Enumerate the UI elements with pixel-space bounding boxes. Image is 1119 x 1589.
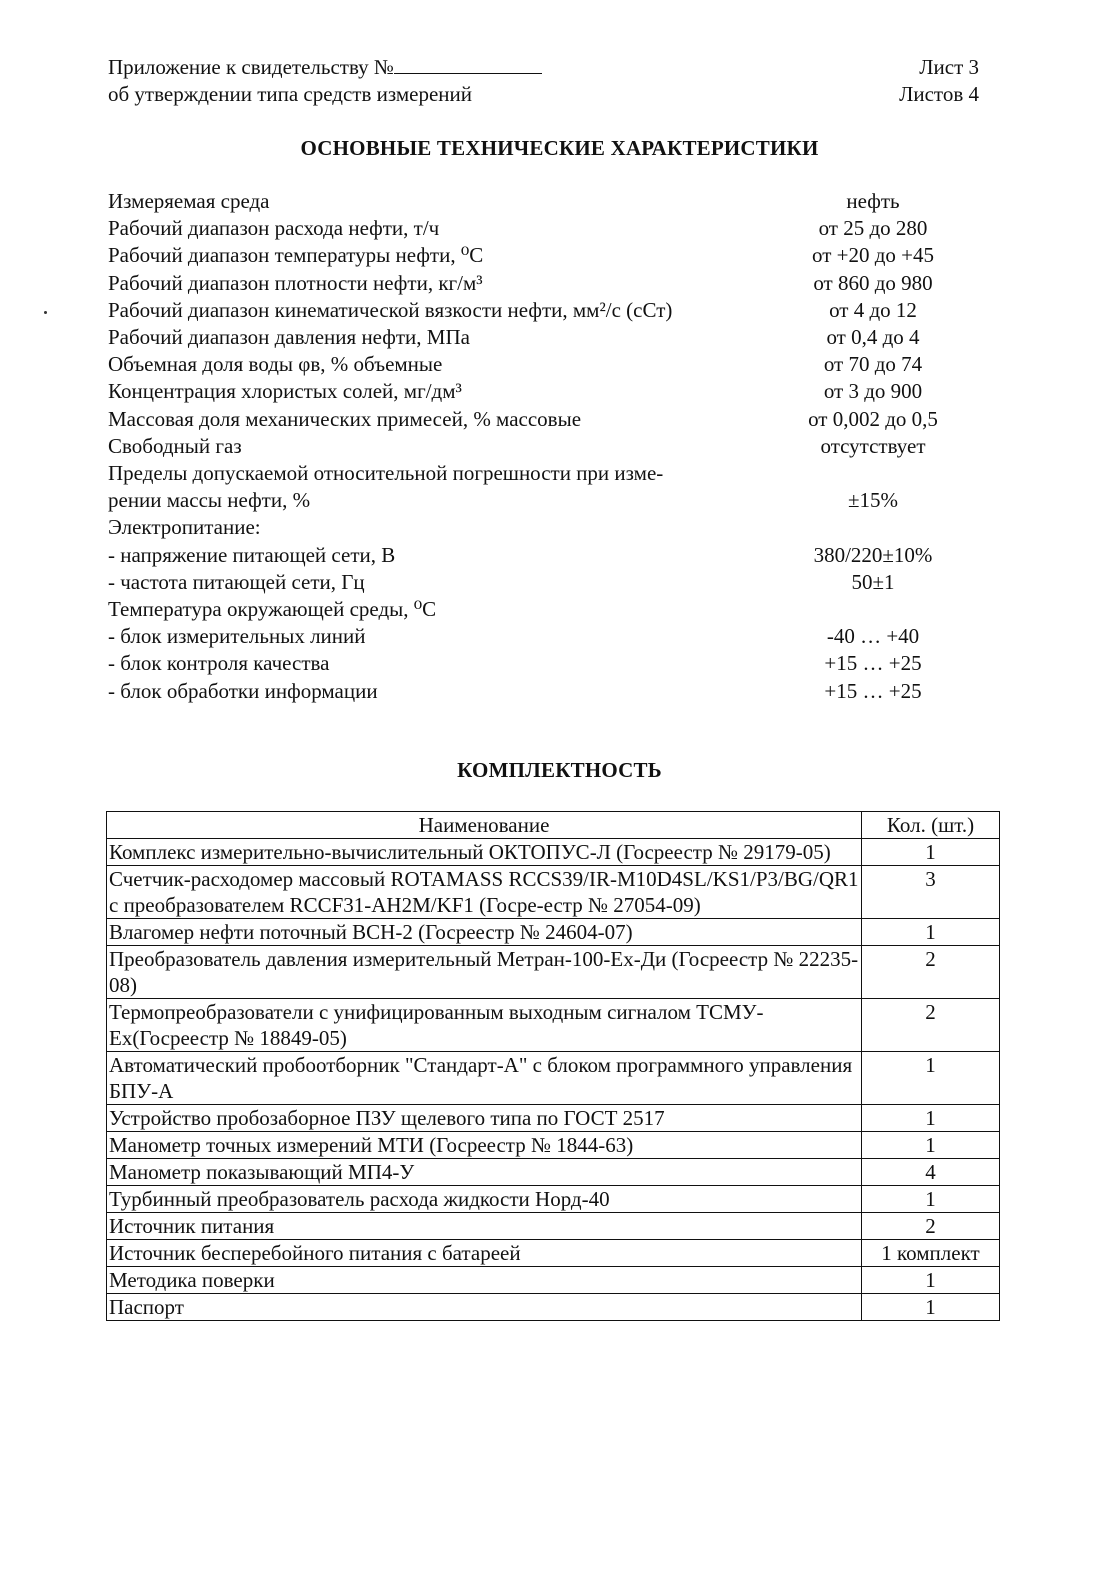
kit-item-name: Методика поверки: [107, 1267, 862, 1294]
spec-value: ±15%: [847, 488, 899, 513]
table-row: [107, 1240, 1000, 1267]
spec-label: Рабочий диапазон давления нефти, МПа: [108, 325, 470, 350]
spec-value: от 860 до 980: [813, 270, 933, 295]
kit-item-name: Счетчик-расходомер массовый ROTAMASS RCCS39/IR-M10D4SL/KS1/P3/BG/QR1 с преобразователем RCCF31-AH2M/KF1 (Госре-естр № 27054-09): [107, 866, 862, 919]
kit-table-body: [107, 839, 1000, 1321]
spec-row: [108, 215, 968, 242]
kit-title: КОМПЛЕКТНОСТЬ: [457, 758, 662, 782]
spec-label: Объемная доля воды φв, % объемные: [108, 352, 443, 377]
kit-item-qty: 1: [862, 1267, 1000, 1294]
scan-speck: [44, 311, 47, 314]
spec-label: - частота питающей сети, Гц: [108, 569, 365, 594]
kit-item-qty: 1: [862, 1186, 1000, 1213]
certificate-label: Приложение к свидетельству №: [108, 55, 394, 79]
spec-label: Рабочий диапазон температуры нефти, ⁰С: [108, 243, 484, 268]
certificate-number-blank: [394, 55, 542, 74]
spec-row: [108, 678, 968, 705]
kit-item-name: Источник бесперебойного питания с батареей: [107, 1240, 862, 1267]
kit-item-qty: 1: [862, 919, 1000, 946]
specs-list: [108, 188, 968, 705]
table-row: [107, 1132, 1000, 1159]
kit-item-qty: 2: [862, 999, 1000, 1052]
spec-value: от 25 до 280: [818, 216, 928, 241]
spec-label: - блок обработки информации: [108, 678, 378, 703]
spec-value: -40 … +40: [826, 624, 920, 649]
spec-label: Пределы допускаемой относительной погрешности при изме-: [108, 461, 664, 486]
table-row: [107, 999, 1000, 1052]
kit-item-name: Комплекс измерительно-вычислительный ОКТОПУС-Л (Госреестр № 29179-05): [107, 839, 862, 866]
header-right: [899, 54, 979, 108]
spec-row: [108, 460, 968, 487]
spec-row: [108, 188, 968, 215]
table-row: [107, 1186, 1000, 1213]
kit-item-qty: 1: [862, 1294, 1000, 1321]
specs-title: ОСНОВНЫЕ ТЕХНИЧЕСКИЕ ХАРАКТЕРИСТИКИ: [300, 136, 819, 160]
kit-item-name: Манометр точных измерений МТИ (Госреестр № 1844-63): [107, 1132, 862, 1159]
table-row: [107, 919, 1000, 946]
spec-label: Рабочий диапазон плотности нефти, кг/м³: [108, 270, 483, 295]
spec-label: - блок измерительных линий: [108, 624, 366, 649]
table-row: [107, 839, 1000, 866]
spec-value: от 4 до 12: [829, 297, 917, 322]
kit-item-qty: 2: [862, 946, 1000, 999]
spec-label: - блок контроля качества: [108, 651, 330, 676]
spec-value: нефть: [846, 189, 900, 213]
spec-row: [108, 514, 968, 541]
kit-item-qty: 1: [862, 1105, 1000, 1132]
kit-item-name: Термопреобразователи с унифицированным выходным сигналом ТСМУ-Ex(Госреестр № 18849-05): [107, 999, 862, 1052]
kit-item-name: Манометр показывающий МП4-У: [107, 1159, 862, 1186]
spec-value: 380/220±10%: [813, 542, 933, 567]
spec-row: [108, 378, 968, 405]
spec-row: [108, 351, 968, 378]
spec-row: [108, 542, 968, 569]
kit-item-qty: 4: [862, 1159, 1000, 1186]
kit-item-qty: 1: [862, 1052, 1000, 1105]
table-row: [107, 1213, 1000, 1240]
spec-label: Электропитание:: [108, 515, 261, 540]
kit-item-name: Турбинный преобразователь расхода жидкости Норд-40: [107, 1186, 862, 1213]
kit-item-qty: 1: [862, 839, 1000, 866]
spec-value: от 3 до 900: [823, 379, 923, 404]
certificate-line: [108, 54, 542, 81]
spec-row: [108, 242, 968, 269]
spec-row: [108, 297, 968, 324]
spec-row: [108, 433, 968, 460]
kit-item-qty: 1 комплект: [862, 1240, 1000, 1267]
kit-item-name: Автоматический пробоотборник "Стандарт-А" с блоком программного управления БПУ-А: [107, 1052, 862, 1105]
spec-label: Рабочий диапазон расхода нефти, т/ч: [108, 216, 440, 241]
spec-label: Свободный газ: [108, 433, 242, 458]
spec-value: от 70 до 74: [823, 352, 923, 377]
table-row: [107, 1159, 1000, 1186]
table-row: [107, 866, 1000, 919]
table-row: [107, 1267, 1000, 1294]
header-left: [108, 54, 542, 108]
kit-item-qty: 2: [862, 1213, 1000, 1240]
spec-row: [108, 650, 968, 677]
kit-item-name: Устройство пробозаборное ПЗУ щелевого типа по ГОСТ 2517: [107, 1105, 862, 1132]
table-row: [107, 1052, 1000, 1105]
spec-row: [108, 623, 968, 650]
spec-value: от 0,002 до 0,5: [808, 406, 938, 431]
kit-header-name: Наименование: [107, 812, 862, 839]
kit-item-qty: 3: [862, 866, 1000, 919]
kit-item-name: Преобразователь давления измерительный Метран-100-Ех-Ди (Госреестр № 22235-08): [107, 946, 862, 999]
sheet-count: Листов 4: [899, 82, 979, 106]
spec-row: [108, 487, 968, 514]
kit-item-name: Паспорт: [107, 1294, 862, 1321]
spec-value: +15 … +25: [824, 651, 922, 676]
spec-label: Температура окружающей среды, ⁰С: [108, 597, 437, 622]
spec-label: Измеряемая среда: [108, 189, 270, 213]
table-row: [107, 1105, 1000, 1132]
spec-label: рении массы нефти, %: [108, 488, 311, 513]
spec-value: 50±1: [851, 569, 895, 594]
spec-row: [108, 270, 968, 297]
kit-table: [106, 811, 1000, 1321]
kit-header-qty: Кол. (шт.): [862, 812, 1000, 839]
kit-item-name: Влагомер нефти поточный ВСН-2 (Госреестр № 24604-07): [107, 919, 862, 946]
table-row: [107, 946, 1000, 999]
spec-value: отсутствует: [820, 433, 926, 458]
spec-value: от 0,4 до 4: [826, 325, 920, 350]
spec-value: +15 … +25: [824, 678, 922, 703]
spec-row: [108, 596, 968, 623]
kit-table-header-row: [107, 812, 1000, 839]
spec-label: Массовая доля механических примесей, % массовые: [108, 406, 582, 431]
spec-row: [108, 324, 968, 351]
spec-value: от +20 до +45: [811, 243, 935, 268]
kit-item-qty: 1: [862, 1132, 1000, 1159]
sheet-number: Лист 3: [919, 55, 979, 79]
kit-item-name: Источник питания: [107, 1213, 862, 1240]
spec-label: Концентрация хлористых солей, мг/дм³: [108, 379, 462, 404]
spec-label: Рабочий диапазон кинематической вязкости нефти, мм²/с (сСт): [108, 297, 673, 322]
spec-label: - напряжение питающей сети, В: [108, 542, 396, 567]
approval-line: об утверждении типа средств измерений: [108, 82, 473, 106]
spec-row: [108, 569, 968, 596]
spec-row: [108, 406, 968, 433]
table-row: [107, 1294, 1000, 1321]
